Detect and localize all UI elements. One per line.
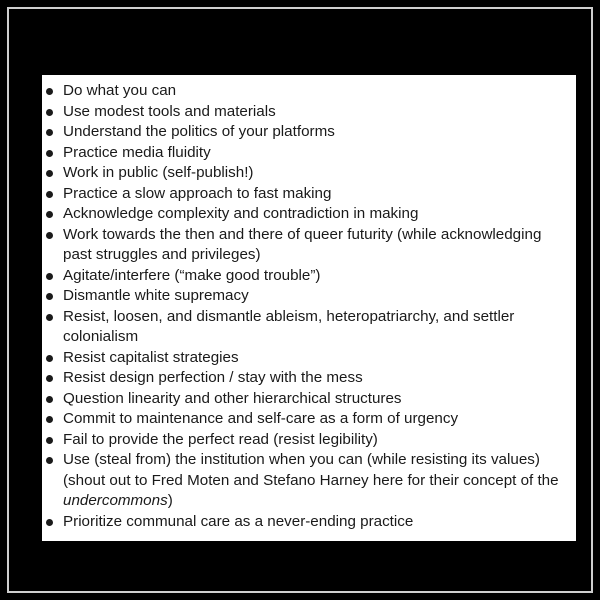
bullet-icon <box>46 457 53 464</box>
list-item <box>42 163 576 184</box>
list-item-text: Understand the politics of your platforms <box>63 123 335 140</box>
list-item-text: Work in public (self-publish!) <box>63 164 254 181</box>
list-item <box>42 122 576 143</box>
bullet-icon <box>46 396 53 403</box>
list-item <box>42 512 576 533</box>
principles-list <box>42 75 576 532</box>
bullet-icon <box>46 293 53 300</box>
list-item-text: Prioritize communal care as a never-ending practice <box>63 512 414 530</box>
bullet-icon <box>46 109 53 116</box>
list-item-text: Work towards the then and there of queer futurity (while acknowledging past struggles and privileges) <box>63 225 542 263</box>
list-item-italic-text: undercommons <box>63 492 168 509</box>
list-item <box>42 204 576 225</box>
list-item-text: Practice a slow approach to fast making <box>63 184 332 202</box>
list-item <box>42 184 576 205</box>
list-item <box>42 389 576 410</box>
list-item-text: Dismantle white supremacy <box>63 287 249 304</box>
list-item <box>42 307 576 348</box>
bullet-icon <box>46 355 53 362</box>
list-item-text: Agitate/interfere (“make good trouble”) <box>63 266 321 284</box>
list-item <box>42 348 576 369</box>
list-item-text: Resist capitalist strategies <box>63 348 239 366</box>
bullet-icon <box>46 519 53 526</box>
bullet-icon <box>46 232 53 239</box>
list-item <box>42 286 576 307</box>
list-item <box>42 102 576 123</box>
bullet-icon <box>46 416 53 423</box>
bullet-icon <box>46 129 53 136</box>
bullet-icon <box>46 314 53 321</box>
bullet-icon <box>46 375 53 382</box>
list-item-text: Use (steal from) the institution when you can (while resisting its values) (shout out to Fred Moten and Stefano Harney here for their concept of the <box>63 451 559 489</box>
list-item <box>42 143 576 164</box>
list-item-text: Fail to provide the perfect read (resist legibility) <box>63 430 378 448</box>
list-item-text: Question linearity and other hierarchical structures <box>63 389 402 407</box>
list-item-text-after: ) <box>167 492 173 509</box>
list-item-text: Use modest tools and materials <box>63 102 276 120</box>
list-item-text: Resist design perfection / stay with the mess <box>63 369 363 386</box>
list-item <box>42 368 576 389</box>
list-item-text: Do what you can <box>63 82 177 99</box>
bullet-icon <box>46 150 53 157</box>
bullet-icon <box>46 88 53 95</box>
list-item <box>42 450 576 512</box>
list-item <box>42 430 576 451</box>
image-frame <box>7 7 593 593</box>
bullet-icon <box>46 211 53 218</box>
bullet-icon <box>46 437 53 444</box>
bullet-icon <box>46 170 53 177</box>
list-item <box>42 81 576 102</box>
text-panel <box>42 75 576 541</box>
list-item-text: Resist, loosen, and dismantle ableism, heteropatriarchy, and settler colonialism <box>63 307 515 345</box>
list-item <box>42 266 576 287</box>
list-item <box>42 409 576 430</box>
list-item-text: Practice media fluidity <box>63 143 211 161</box>
list-item <box>42 225 576 266</box>
list-item-text: Acknowledge complexity and contradiction in making <box>63 205 419 222</box>
bullet-icon <box>46 273 53 280</box>
bullet-icon <box>46 191 53 198</box>
list-item-text: Commit to maintenance and self-care as a form of urgency <box>63 410 459 427</box>
